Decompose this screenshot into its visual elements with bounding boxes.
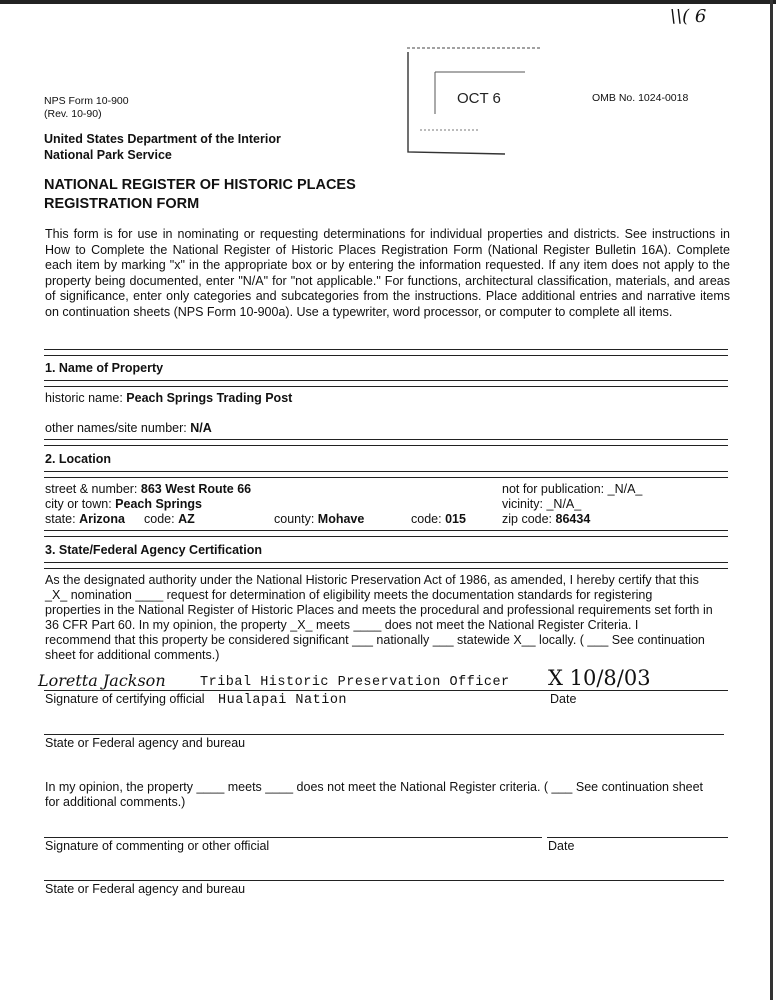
county-value: Mohave — [317, 512, 365, 526]
department-name: United States Department of the Interior — [44, 132, 281, 146]
city-row — [45, 497, 202, 511]
street-row — [45, 482, 251, 496]
signature-label: Signature of certifying official — [45, 692, 205, 706]
section-2-heading: 2. Location — [45, 452, 111, 466]
cert-line-6: sheet for additional comments.) — [45, 648, 220, 662]
form-subtitle: REGISTRATION FORM — [44, 196, 200, 212]
county-row — [274, 512, 364, 526]
county-code-label: code: — [411, 512, 442, 526]
historic-name-value: Peach Springs Trading Post — [126, 391, 293, 405]
zip-row — [502, 512, 590, 526]
stamp-date: OCT 6 — [457, 90, 501, 107]
opinion-line-1: In my opinion, the property ____ meets ____ does not meet the National Register criteria. ( ___ See continuation sheet — [45, 780, 704, 794]
state-row — [45, 512, 125, 526]
comment-date-label: Date — [548, 839, 575, 853]
section-rule — [44, 530, 728, 537]
county-code-value: 015 — [445, 512, 466, 526]
cert-line-4: 36 CFR Part 60. In my opinion, the property _X_ meets ____ does not meet the National Register Criteria. I — [45, 618, 639, 632]
omb-number: OMB No. 1024-0018 — [592, 92, 689, 104]
street-label: street & number: — [45, 482, 138, 496]
zip-value: 86434 — [555, 512, 591, 526]
signer-organization: Hualapai Nation — [218, 693, 348, 708]
nfp-value: _N/A_ — [607, 482, 643, 496]
state-label: state: — [45, 512, 76, 526]
agency-line — [44, 734, 724, 735]
received-stamp — [405, 44, 545, 160]
date-label: Date — [550, 692, 577, 706]
other-names-label: other names/site number: — [45, 421, 187, 435]
agency-line-2 — [44, 880, 724, 881]
comment-date-line — [547, 837, 728, 838]
historic-name-row — [45, 391, 292, 405]
signature-date: X 10/8/03 — [548, 666, 651, 690]
section-rule — [44, 439, 728, 446]
nfp-label: not for publication: — [502, 482, 605, 496]
historic-name-label: historic name: — [45, 391, 123, 405]
form-number: NPS Form 10-900 — [44, 95, 129, 107]
handwritten-signature: Loretta Jackson — [38, 671, 166, 690]
county-code-row — [411, 512, 466, 526]
signer-title: Tribal Historic Preservation Officer — [200, 675, 510, 690]
cert-line-2: _X_ nomination ____ request for determination of eligibility meets the documentation standards for registering — [45, 588, 653, 602]
form-title: NATIONAL REGISTER OF HISTORIC PLACES — [44, 177, 356, 193]
section-1-heading: 1. Name of Property — [45, 361, 164, 375]
zip-label: zip code: — [502, 512, 553, 526]
state-code-label: code: — [144, 512, 175, 526]
agency-label: State or Federal agency and bureau — [45, 736, 246, 750]
state-code-row — [144, 512, 195, 526]
county-label: county: — [274, 512, 315, 526]
not-for-publication-row — [502, 482, 642, 496]
vicinity-value: _N/A_ — [546, 497, 582, 511]
section-rule — [44, 380, 728, 387]
signature-line — [44, 690, 728, 691]
section-rule — [44, 562, 728, 569]
corner-mark: \\( 6 — [670, 6, 707, 27]
comment-signature-label: Signature of commenting or other official — [45, 839, 270, 853]
state-code-value: AZ — [178, 512, 195, 526]
other-names-value: N/A — [190, 421, 212, 435]
service-name: National Park Service — [44, 148, 172, 162]
section-3-heading: 3. State/Federal Agency Certification — [45, 543, 262, 557]
cert-line-1: As the designated authority under the National Historic Preservation Act of 1986, as amended, I hereby certify that this — [45, 573, 699, 587]
street-value: 863 West Route 66 — [140, 482, 252, 496]
city-value: Peach Springs — [115, 497, 203, 511]
intro-paragraph: This form is for use in nominating or requesting determinations for individual properties and districts. See instructions in How to Complete the National Register of Historic Places Registration Form (National Register Bulletin 16A). Complete each item by marking "x" in the appropriate box or by entering the information requested. If any item does not apply to the property being documented, enter "N/A" for "not applicable." For functions, architectural classification, materials, and areas of significance, enter only categories and subcategories from the instructions. Place additional entries and narrative items on continuation sheets (NPS Form 10-900a). Use a typewriter, word processor, or computer to complete all items. — [45, 227, 730, 319]
other-names-row — [45, 421, 212, 435]
scan-top-edge — [0, 0, 776, 4]
cert-line-5: recommend that this property be considered significant ___ nationally ___ statewide X__ locally. ( ___ See continuation — [45, 633, 705, 647]
cert-line-3: properties in the National Register of Historic Places and meets the procedural and professional requirements set forth in — [45, 603, 713, 617]
form-revision: (Rev. 10-90) — [44, 108, 102, 120]
comment-signature-line — [44, 837, 542, 838]
vicinity-label: vicinity: — [502, 497, 543, 511]
scan-right-edge — [770, 0, 773, 1000]
agency-label-2: State or Federal agency and bureau — [45, 882, 246, 896]
vicinity-row — [502, 497, 581, 511]
city-label: city or town: — [45, 497, 112, 511]
opinion-line-2: for additional comments.) — [45, 795, 186, 809]
section-rule — [44, 349, 728, 356]
state-value: Arizona — [79, 512, 125, 526]
section-rule — [44, 471, 728, 478]
